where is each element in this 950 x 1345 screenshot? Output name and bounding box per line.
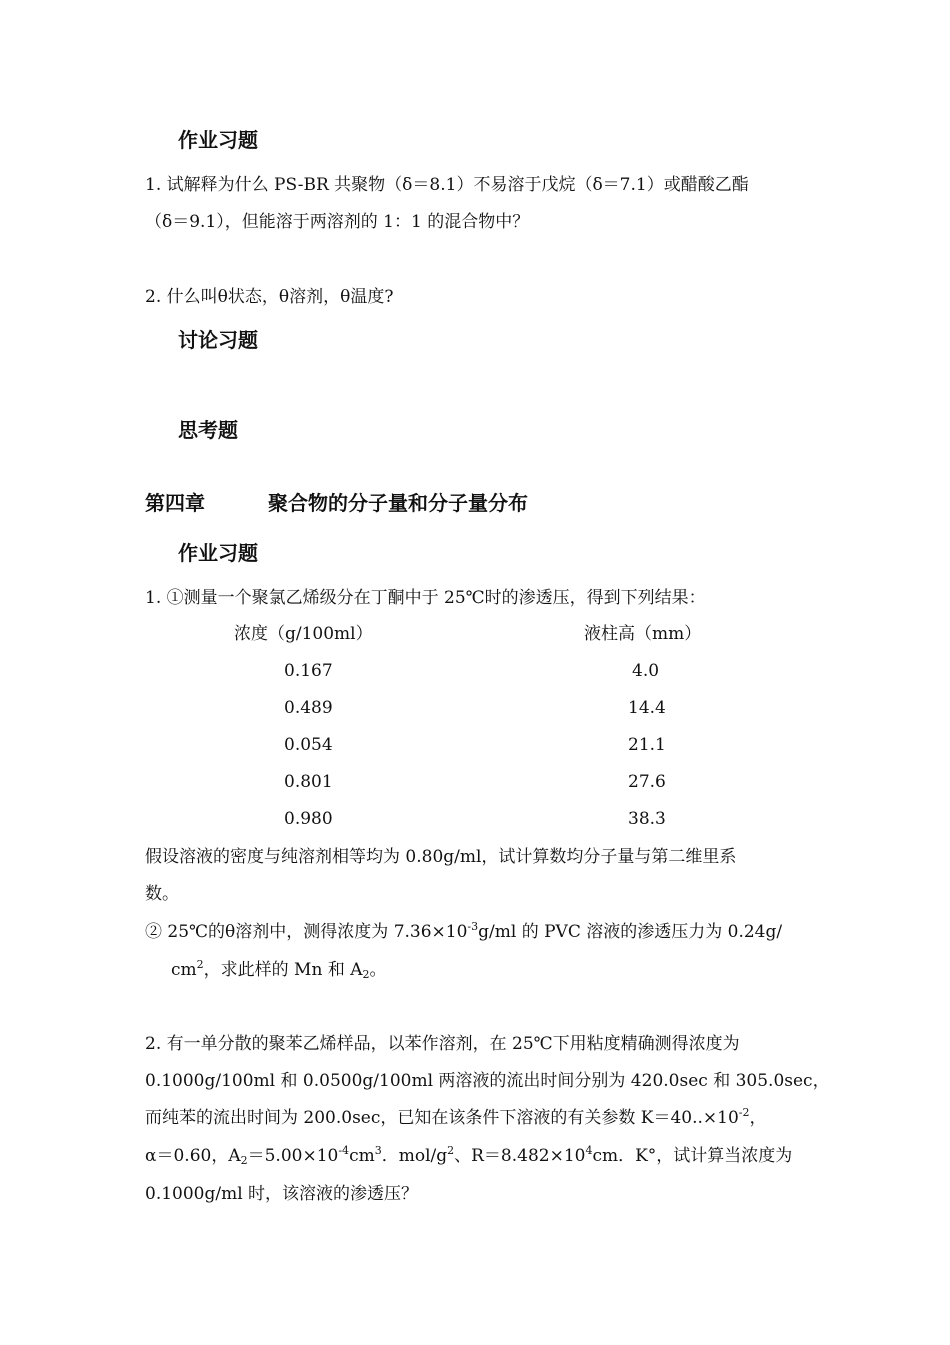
chapter-homework-heading: 作业习题 [178,541,258,565]
question-2-line-4: α＝0.60，$A_2=5.00\times 10^{-4}cm^3$．mol/$g^2$、$R=8.482\times 10^4cm$．K°，试计算当浓度为 [145,1144,793,1167]
question-1-part-2-line-2: $cm^2$，求此样的 Mn 和 $A_2$。 [171,958,387,981]
table-cell: 0.167 [284,661,333,681]
chapter-label: 第四章 [145,491,205,515]
table-cell: 0.980 [284,809,333,829]
discussion-heading: 讨论习题 [178,328,258,352]
table-cell: 4.0 [632,661,660,681]
table-cell: 38.3 [628,809,666,829]
thinking-heading: 思考题 [178,418,238,442]
homework-heading: 作业习题 [178,128,258,152]
table-cell: 0.801 [284,772,333,792]
table-cell: 21.1 [628,735,666,755]
question-1-part-2-line-1: ② 25℃的θ溶剂中，测得浓度为 $7.36\times 10^{-3}g/ml$ 的 PVC 溶液的渗透压力为 0.24g/ [145,920,783,942]
question-2-line-2: 0.1000g/100ml 和 0.0500g/100ml 两溶液的流出时间分别为 420.0sec 和 305.0sec， [145,1071,830,1091]
question-1-line-1: 1. 试解释为什么 PS-BR 共聚物（δ＝8.1）不易溶于戊烷（δ＝7.1）或醋酸乙酯 [145,175,749,195]
question-2-line-1: 2. 有一单分散的聚苯乙烯样品，以苯作溶剂，在 25℃下用粘度精确测得浓度为 [145,1034,740,1054]
table-header-concentration: 浓度（g/100ml） [234,624,373,644]
chapter-question-1-intro: 1. ①测量一个聚氯乙烯级分在丁酮中于 25℃时的渗透压，得到下列结果： [145,588,706,608]
question-1-line-2: （δ＝9.1），但能溶于两溶剂的 1：1 的混合物中？ [145,212,530,232]
table-header-column-height: 液柱高（mm） [584,624,702,644]
table-cell: 0.489 [284,698,333,718]
table-cell: 14.4 [628,698,666,718]
question-2-line-5: 0.1000g/ml 时，该溶液的渗透压？ [145,1184,419,1204]
question-2: 2. 什么叫θ状态，θ溶剂，θ温度? [145,287,394,307]
question-2-line-3: 而纯苯的流出时间为 200.0sec，已知在该条件下溶液的有关参数 $K=40..\times 10^{-2}$， [145,1106,767,1128]
question-1-text-line-2: 数。 [145,884,179,904]
question-1-text-line-1: 假设溶液的密度与纯溶剂相等均为 0.80g/ml，试计算数均分子量与第二维里系 [145,847,737,867]
table-cell: 27.6 [628,772,666,792]
chapter-title: 聚合物的分子量和分子量分布 [268,491,528,515]
chapter-heading [145,490,528,516]
table-cell: 0.054 [284,735,333,755]
